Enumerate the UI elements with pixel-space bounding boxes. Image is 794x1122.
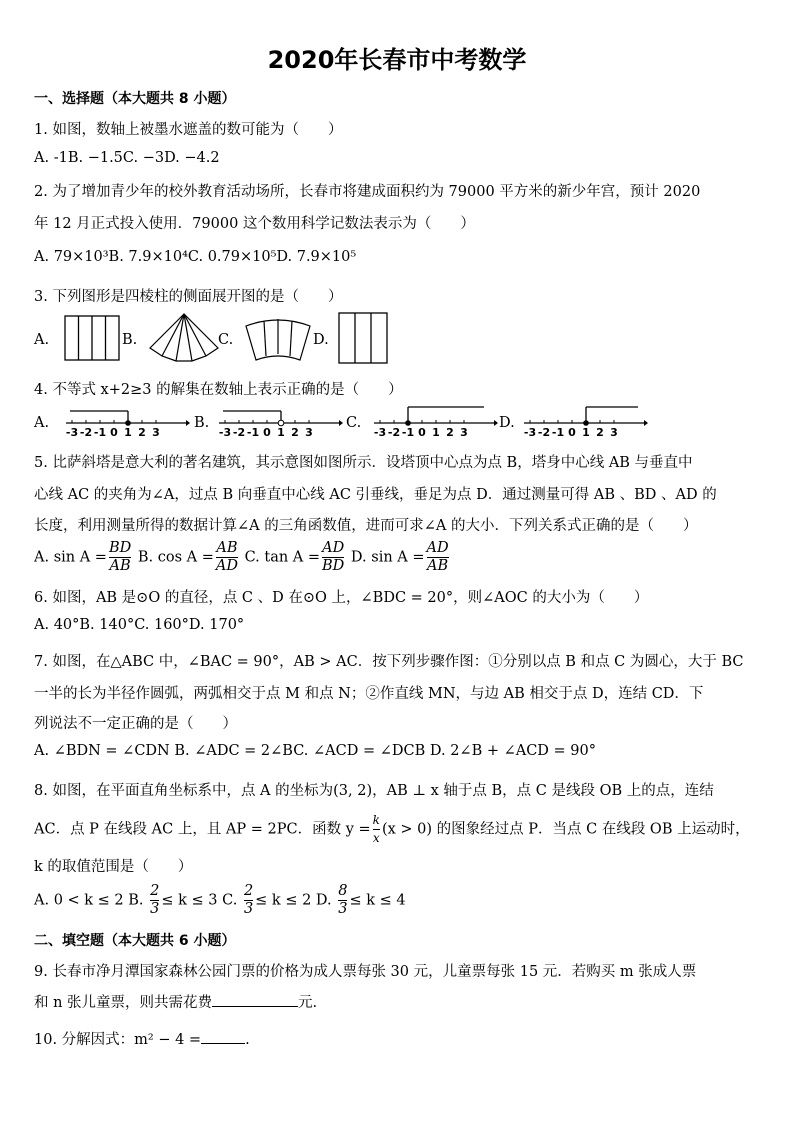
q5-opt-a: A. sin A = [34, 549, 107, 566]
q4c-tick: 1 [432, 426, 440, 439]
q3-stem: 3. 下列图形是四棱柱的侧面展开图的是（ ） [34, 289, 343, 305]
q4c-tick: 2 [446, 426, 454, 439]
q7-line2: 一半的长为半径作圆弧，两弧相交于点 M 和点 N；②作直线 MN，与边 AB 相交于点 D，连结 CD．下 [34, 686, 704, 702]
q9-line2-text: 和 n 张儿童票，则共需花费 [34, 995, 213, 1011]
q3-figure-c [242, 316, 314, 364]
q8-options [34, 883, 406, 918]
q4d-tick: 1 [582, 426, 590, 439]
q5-line3: 长度，利用测量所得的数据计算∠A 的三角函数值，进而可求∠A 的大小．下列关系式正确的是（ ） [34, 518, 698, 534]
q4-numberline-b [215, 403, 343, 439]
q4-label-d: D. [499, 415, 515, 431]
q4a-tick: 2 [138, 426, 146, 439]
q4b-tick: -3 [218, 426, 232, 439]
q4a-tick: 3 [152, 426, 160, 439]
q10-stem: 10. 分解因式：m² − 4 = [34, 1032, 202, 1048]
q4-label-a: A. [34, 415, 50, 431]
q8-opt-d: ≤ k ≤ 4 [349, 892, 406, 909]
q8-opt-c: ≤ k ≤ 2 D. [255, 892, 332, 909]
q5-frac-b: $\frac{AB}{AD}$ [215, 540, 238, 574]
q4c-tick: 3 [460, 426, 468, 439]
q4a-tick: -3 [65, 426, 79, 439]
q4c-tick: -3 [373, 426, 387, 439]
q8-frac-k-over-x: $\frac{k}{x}$ [372, 813, 380, 845]
q4-numberline-a [62, 403, 190, 439]
q5-opt-b: B. cos A = [137, 549, 214, 566]
q6-stem: 6. 如图，AB 是⊙O 的直径，点 C 、D 在⊙O 上，∠BDC = 20°，则∠AOC 的大小为（ ） [34, 590, 649, 606]
q4b-tick: -2 [232, 426, 246, 439]
q4b-tick: 1 [277, 426, 285, 439]
q4c-tick: -2 [387, 426, 401, 439]
q8-line2 [34, 812, 750, 847]
q5-frac-c: $\frac{AD}{BD}$ [322, 540, 345, 574]
q5-frac-d: $\frac{AD}{AB}$ [426, 540, 449, 574]
q4c-tick: 0 [418, 426, 426, 439]
q4b-tick: -1 [246, 426, 260, 439]
q6-options: A. 40°B. 140°C. 160°D. 170° [34, 617, 245, 633]
q8-frac-d: $\frac{8}{3}$ [338, 883, 348, 917]
q4b-tick: 2 [291, 426, 299, 439]
q8-line2-text: AC．点 P 在线段 AC 上，且 AP = 2PC．函数 y = [34, 821, 371, 838]
q4d-tick: 3 [610, 426, 618, 439]
q7-options: A. ∠BDN = ∠CDN B. ∠ADC = 2∠BC. ∠ACD = ∠DCB D. 2∠B + ∠ACD = 90° [34, 743, 596, 759]
q2-options: A. 79×10³B. 7.9×10⁴C. 0.79×10⁵D. 7.9×10⁵ [34, 249, 357, 265]
q8-line1: 8. 如图，在平面直角坐标系中，点 A 的坐标为(3, 2)，AB ⊥ x 轴于点 B，点 C 是线段 OB 上的点，连结 [34, 783, 714, 799]
q3-label-a: A. [34, 332, 50, 348]
q4a-tick: 0 [110, 426, 118, 439]
q3-label-d: D. [313, 332, 329, 348]
q5-options [34, 540, 451, 575]
q8-opt-a: A. 0 < k ≤ 2 B. [34, 892, 144, 909]
q7-line1: 7. 如图，在△ABC 中，∠BAC = 90°，AB > AC．按下列步骤作图：①分别以点 B 和点 C 为圆心，大于 BC [34, 654, 744, 670]
q8-frac-c: $\frac{2}{3}$ [243, 883, 254, 917]
q4-numberline-d [520, 403, 648, 439]
q4d-tick: -3 [523, 426, 537, 439]
q3-label-b: B. [122, 332, 138, 348]
q3-figure-a [64, 315, 122, 363]
q4-stem: 4. 不等式 x+2≥3 的解集在数轴上表示正确的是（ ） [34, 382, 403, 398]
q4a-tick: -2 [79, 426, 93, 439]
section-heading-choice: 一、选择题（本大题共 8 小题） [34, 91, 236, 107]
q8-line2-rest: (x > 0) 的图象经过点 P．当点 C 在线段 OB 上运动时， [381, 821, 750, 838]
q8-line3: k 的取值范围是（ ） [34, 859, 193, 875]
q4a-tick: -1 [93, 426, 107, 439]
q3-label-c: C. [218, 332, 234, 348]
q5-line1: 5. 比萨斜塔是意大利的著名建筑，其示意图如图所示．设塔顶中心点为点 B，塔身中心线 AB 与垂直中 [34, 455, 693, 471]
q5-line2: 心线 AC 的夹角为∠A，过点 B 向垂直中心线 AC 引垂线，垂足为点 D．通过测量可得 AB 、BD 、AD 的 [34, 487, 717, 503]
q10-line [34, 1028, 250, 1049]
q9-line2-end: 元. [298, 995, 318, 1011]
q4b-tick: 0 [263, 426, 271, 439]
q5-frac-a: $\frac{BD}{AB}$ [108, 540, 132, 574]
q5-opt-c: C. tan A = [244, 549, 321, 566]
q4d-tick: -1 [551, 426, 565, 439]
q1-stem: 1. 如图，数轴上被墨水遮盖的数可能为（ ） [34, 122, 343, 138]
q8-opt-b: ≤ k ≤ 3 C. [161, 892, 238, 909]
q4d-tick: 0 [568, 426, 576, 439]
q2-line1: 2. 为了增加青少年的校外教育活动场所，长春市将建成面积约为 79000 平方米的新少年宫，预计 2020 [34, 184, 701, 200]
section-heading-fill: 二、填空题（本大题共 6 小题） [34, 933, 236, 949]
q9-answer-blank[interactable] [212, 1006, 298, 1007]
q10-end: . [245, 1032, 250, 1048]
q4b-tick: 3 [305, 426, 313, 439]
q4-numberline-c [370, 403, 498, 439]
q9-line1: 9. 长春市净月潭国家森林公园门票的价格为成人票每张 30 元，儿童票每张 15 元．若购买 m 张成人票 [34, 964, 697, 980]
q4-label-c: C. [346, 415, 362, 431]
q4d-tick: 2 [596, 426, 604, 439]
q7-line3: 列说法不一定正确的是（ ） [34, 716, 237, 732]
q2-line2: 年 12 月正式投入使用．79000 这个数用科学记数法表示为（ ） [34, 216, 475, 232]
q8-frac-b: $\frac{2}{3}$ [150, 883, 160, 917]
q3-figure-b [148, 312, 220, 362]
page-title: 2020年长春市中考数学 [267, 46, 527, 74]
q4d-tick: -2 [537, 426, 551, 439]
q5-opt-d: D. sin A = [350, 549, 425, 566]
q4-label-b: B. [194, 415, 210, 431]
q1-options: A. -1B. −1.5C. −3D. −4.2 [34, 150, 220, 166]
q4c-tick: -1 [401, 426, 415, 439]
q3-figure-d [338, 312, 390, 366]
q9-line2 [34, 991, 317, 1012]
q4a-tick: 1 [124, 426, 132, 439]
q10-answer-blank[interactable] [201, 1043, 245, 1044]
